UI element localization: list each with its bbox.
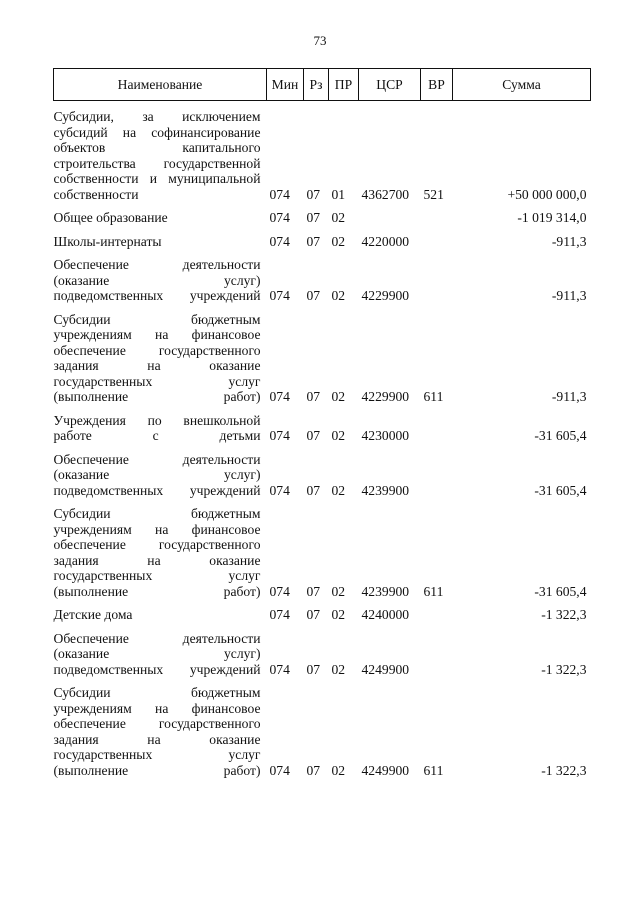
cell-csr: 4249900 bbox=[361, 661, 410, 677]
cell-sum: -31 605,4 bbox=[534, 583, 587, 599]
cell-sum: -911,3 bbox=[551, 233, 587, 249]
cell-sum: -911,3 bbox=[551, 389, 587, 404]
cell-min: 074 bbox=[269, 661, 290, 677]
cell-vr bbox=[421, 607, 453, 623]
table-header bbox=[54, 69, 591, 101]
header-rz: Рз bbox=[304, 69, 329, 101]
cell-vr bbox=[421, 234, 453, 250]
header-name: Наименование bbox=[54, 69, 267, 101]
cell-pr: 01 bbox=[331, 186, 346, 202]
cell-name: Обеспечение деятельности (оказание услуг) подведомственных учреждений bbox=[53, 451, 261, 498]
cell-vr bbox=[421, 210, 453, 226]
cell-min: 074 bbox=[269, 210, 290, 225]
cell-min: 074 bbox=[269, 288, 290, 303]
cell-rz: 07 bbox=[306, 482, 321, 498]
cell-csr: 4240000 bbox=[361, 607, 410, 622]
cell-csr: 4229900 bbox=[361, 389, 410, 404]
cell-name: Обеспечение деятельности (оказание услуг) подведомственных учреждений bbox=[53, 257, 261, 303]
cell-pr: 02 bbox=[331, 233, 346, 249]
header-min: Мин bbox=[267, 69, 304, 101]
cell-min: 074 bbox=[269, 607, 290, 622]
cell-pr: 02 bbox=[331, 428, 346, 443]
cell-sum: -31 605,4 bbox=[534, 428, 587, 443]
cell-name: Детские дома bbox=[53, 607, 133, 622]
cell-vr: 611 bbox=[423, 762, 444, 778]
table-body bbox=[54, 101, 591, 779]
cell-csr: 4249900 bbox=[361, 762, 410, 778]
header-sum: Сумма bbox=[453, 69, 591, 101]
cell-pr: 02 bbox=[331, 661, 346, 677]
table-row bbox=[54, 234, 591, 250]
cell-rz: 07 bbox=[306, 233, 321, 249]
cell-pr: 02 bbox=[331, 762, 346, 778]
table-row bbox=[54, 631, 591, 678]
table-row bbox=[54, 607, 591, 623]
cell-pr: 02 bbox=[331, 288, 346, 303]
cell-min: 074 bbox=[269, 186, 290, 202]
cell-rz: 07 bbox=[306, 583, 321, 599]
cell-sum: -911,3 bbox=[551, 288, 587, 303]
cell-csr: 4362700 bbox=[361, 186, 410, 202]
cell-vr bbox=[421, 631, 453, 678]
table-row bbox=[54, 685, 591, 778]
table-row bbox=[54, 312, 591, 405]
cell-vr: 611 bbox=[423, 583, 444, 599]
cell-rz: 07 bbox=[306, 661, 321, 677]
cell-csr: 4230000 bbox=[361, 428, 410, 443]
cell-name: Субсидии, за исключением субсидий на софинансирование объектов капитального строительства государственной собственности и муниципальной собственности bbox=[53, 109, 261, 202]
table-row bbox=[54, 109, 591, 202]
cell-vr bbox=[421, 452, 453, 499]
cell-pr: 02 bbox=[331, 210, 346, 225]
cell-sum: -1 019 314,0 bbox=[517, 210, 587, 225]
cell-sum: -1 322,3 bbox=[541, 607, 587, 622]
cell-rz: 07 bbox=[306, 389, 321, 404]
cell-csr: 4229900 bbox=[361, 288, 410, 303]
budget-table bbox=[53, 68, 591, 778]
header-csr: ЦСР bbox=[359, 69, 421, 101]
cell-sum: -31 605,4 bbox=[534, 482, 587, 498]
cell-min: 074 bbox=[269, 583, 290, 599]
cell-pr: 02 bbox=[331, 607, 346, 622]
cell-rz: 07 bbox=[306, 186, 321, 202]
cell-pr: 02 bbox=[331, 389, 346, 404]
cell-csr: 4220000 bbox=[361, 233, 410, 249]
page-number: 73 bbox=[313, 33, 327, 48]
cell-vr bbox=[421, 413, 453, 444]
cell-rz: 07 bbox=[306, 762, 321, 778]
cell-sum: -1 322,3 bbox=[541, 762, 587, 778]
cell-min: 074 bbox=[269, 389, 290, 404]
header-vr: ВР bbox=[421, 69, 453, 101]
cell-csr: 4239900 bbox=[361, 583, 410, 599]
cell-rz: 07 bbox=[306, 288, 321, 303]
cell-pr: 02 bbox=[331, 583, 346, 599]
cell-name: Общее образование bbox=[53, 210, 168, 225]
cell-vr: 611 bbox=[423, 389, 444, 404]
cell-rz: 07 bbox=[306, 607, 321, 622]
cell-name: Субсидии бюджетным учреждениям на финансовое обеспечение государственного задания на оказание государственных услуг (выполнение работ) bbox=[53, 685, 261, 778]
cell-rz: 07 bbox=[306, 210, 321, 225]
cell-rz: 07 bbox=[306, 428, 321, 443]
cell-min: 074 bbox=[269, 233, 290, 249]
cell-name: Субсидии бюджетным учреждениям на финансовое обеспечение государственного задания на оказание государственных услуг (выполнение работ) bbox=[53, 311, 261, 404]
table-row bbox=[54, 413, 591, 444]
cell-min: 074 bbox=[269, 762, 290, 778]
cell-vr bbox=[421, 257, 453, 304]
table-row bbox=[54, 506, 591, 599]
cell-name: Обеспечение деятельности (оказание услуг) подведомственных учреждений bbox=[53, 630, 261, 677]
cell-name: Школы-интернаты bbox=[53, 233, 162, 249]
table-row bbox=[54, 257, 591, 304]
cell-pr: 02 bbox=[331, 482, 346, 498]
cell-min: 074 bbox=[269, 428, 290, 443]
cell-csr: 4239900 bbox=[361, 482, 410, 498]
table-row bbox=[54, 452, 591, 499]
cell-min: 074 bbox=[269, 482, 290, 498]
cell-name: Учреждения по внешкольной работе с детьми bbox=[53, 412, 261, 443]
cell-sum: -1 322,3 bbox=[541, 661, 587, 677]
cell-name: Субсидии бюджетным учреждениям на финансовое обеспечение государственного задания на оказание государственных услуг (выполнение работ) bbox=[53, 506, 261, 599]
cell-csr bbox=[359, 210, 421, 226]
cell-vr: 521 bbox=[423, 186, 444, 202]
table-row bbox=[54, 210, 591, 226]
cell-sum: +50 000 000,0 bbox=[507, 186, 587, 202]
header-pr: ПР bbox=[329, 69, 359, 101]
